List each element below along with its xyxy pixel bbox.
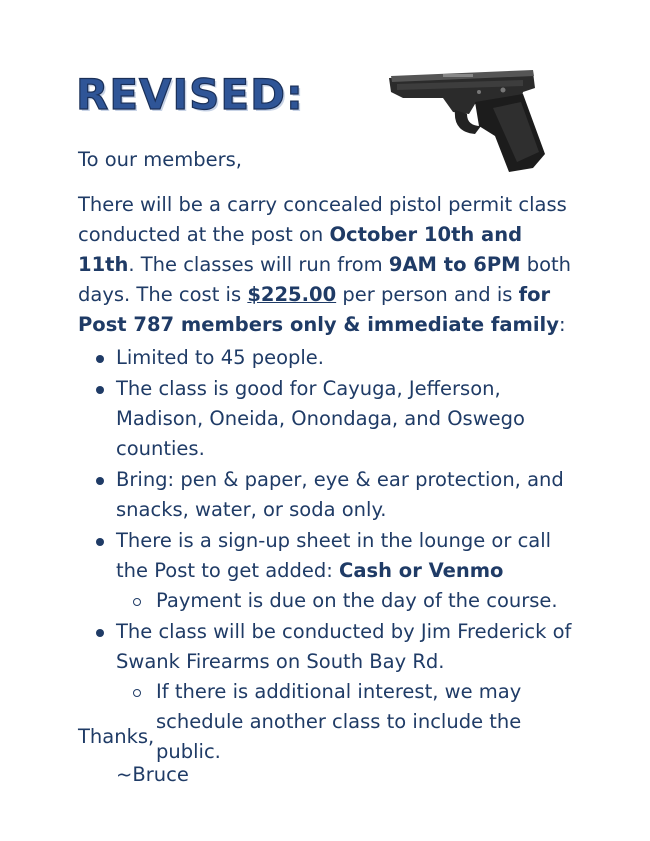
- class-dates: October 10th and 11th: [78, 223, 523, 276]
- intro-text-3: both days. The cost is: [78, 253, 572, 306]
- greeting: To our members,: [78, 148, 242, 171]
- class-hours: 9AM to 6PM: [388, 253, 521, 276]
- list-item: [92, 526, 582, 616]
- bullet-instructor: The class will be conducted by Jim Frederick of Swank Firearms on South Bay Rd.: [116, 620, 572, 673]
- bullet-icon: [96, 629, 104, 637]
- circle-bullet-icon: [133, 689, 141, 697]
- list-item: [92, 343, 582, 373]
- bullet-signup: There is a sign-up sheet in the lounge or call the Post to get added:: [116, 529, 552, 582]
- intro-text-1: There will be a carry concealed pistol permit class conducted at the post on: [78, 193, 567, 246]
- signup-sublist: [116, 586, 582, 616]
- intro-text-2: . The classes will run from: [128, 253, 389, 276]
- closing: Thanks,: [78, 725, 155, 748]
- additional-interest: If there is additional interest, we may schedule another class to include the public.: [156, 680, 522, 763]
- list-item: [92, 374, 582, 464]
- intro-paragraph: [78, 190, 583, 340]
- bullet-icon: [96, 355, 104, 363]
- circle-bullet-icon: [133, 598, 141, 606]
- bullet-counties: The class is good for Cayuga, Jefferson, Madison, Oneida, Onondaga, and Oswego counties.: [116, 377, 525, 460]
- payment-methods: Cash or Venmo: [339, 559, 504, 582]
- bullet-icon: [96, 477, 104, 485]
- intro-text-5: :: [558, 313, 566, 336]
- details-list: [92, 343, 582, 768]
- bullet-bring: Bring: pen & paper, eye & ear protection, and snacks, water, or soda only.: [116, 468, 564, 521]
- intro-text-4: per person and is: [336, 283, 519, 306]
- list-item: [92, 465, 582, 525]
- eligibility: for Post 787 members only & immediate family: [78, 283, 559, 336]
- bullet-limit: Limited to 45 people.: [116, 346, 324, 369]
- payment-due: Payment is due on the day of the course.: [156, 589, 558, 612]
- bullet-icon: [96, 538, 104, 546]
- class-cost: $225.00: [247, 283, 337, 306]
- bullet-icon: [96, 386, 104, 394]
- signature: ~Bruce: [116, 763, 189, 786]
- sub-list-item: [116, 586, 582, 616]
- revised-heading: REVISED:: [76, 70, 304, 119]
